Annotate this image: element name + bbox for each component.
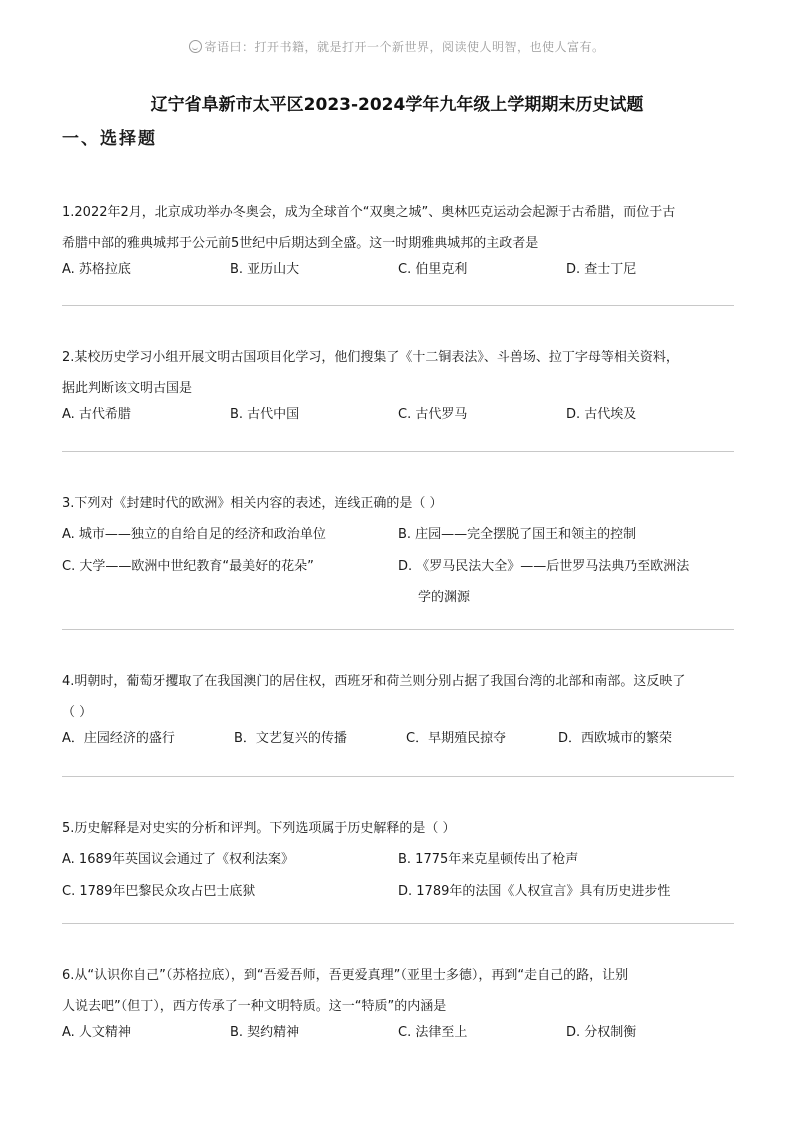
question-5-option-b[interactable]: B. 1775年来克星顿传出了枪声 (398, 852, 579, 867)
divider (62, 305, 734, 306)
divider (62, 776, 734, 777)
question-5-option-c[interactable]: C. 1789年巴黎民众攻占巴士底狱 (62, 884, 256, 899)
smile-icon (189, 40, 202, 53)
divider (62, 923, 734, 924)
question-6-option-d[interactable]: D. 分权制衡 (566, 1025, 637, 1040)
question-2-option-a[interactable]: A. 古代希腊 (62, 407, 131, 422)
question-6-option-c[interactable]: C. 法律至上 (398, 1025, 468, 1040)
question-4-option-b[interactable]: B．文艺复兴的传播 (234, 731, 347, 746)
question-3-option-b[interactable]: B. 庄园——完全摆脱了国王和领主的控制 (398, 527, 637, 542)
header-motto-text: 寄语曰：打开书籍，就是打开一个新世界，阅读使人明智，也使人富有。 (204, 40, 605, 54)
header-motto (0, 38, 794, 55)
question-2-line-1: 2.某校历史学习小组开展文明古国项目化学习，他们搜集了《十二铜表法》、斗兽场、拉丁字母等相关资料， (62, 350, 679, 365)
question-3-option-d[interactable] (398, 551, 728, 613)
question-1 (62, 197, 734, 281)
question-2-option-d[interactable]: D. 古代埃及 (566, 407, 637, 422)
question-3-option-a[interactable]: A. 城市——独立的自给自足的经济和政治单位 (62, 527, 326, 542)
divider (62, 629, 734, 630)
question-6-line-1: 6.从“认识你自己”（苏格拉底），到“吾爱吾师，吾更爱真理”（亚里士多德），再到“走自己的路，让别 (62, 968, 629, 983)
question-5 (62, 813, 734, 910)
question-1-line-1: 1.2022年2月，北京成功举办冬奥会，成为全球首个“双奥之城”、奥林匹克运动会起源于古希腊，而位于古 (62, 205, 676, 220)
question-5-option-d[interactable]: D. 1789年的法国《人权宣言》具有历史进步性 (398, 884, 671, 899)
divider (62, 451, 734, 452)
question-1-option-d[interactable]: D. 查士丁尼 (566, 262, 637, 277)
question-1-option-b[interactable]: B. 亚历山大 (230, 262, 300, 277)
question-6-option-b[interactable]: B. 契约精神 (230, 1025, 300, 1040)
question-3-option-d-line-2: 学的渊源 (418, 590, 471, 605)
page-title: 辽宁省阜新市太平区2023-2024学年九年级上学期期末历史试题 (150, 95, 644, 115)
question-2-option-c[interactable]: C. 古代罗马 (398, 407, 468, 422)
question-3-line-1: 3.下列对《封建时代的欧洲》相关内容的表述，连线正确的是（ ） (62, 496, 443, 511)
question-3-option-d-line-1: D. 《罗马民法大全》——后世罗马法典乃至欧洲法 (398, 559, 690, 574)
question-5-option-a[interactable]: A. 1689年英国议会通过了《权利法案》 (62, 852, 295, 867)
question-4-option-a[interactable]: A．庄园经济的盛行 (62, 731, 175, 746)
question-4 (62, 666, 734, 750)
section-title: 一、选择题 (62, 129, 157, 149)
question-5-line-1: 5.历史解释是对史实的分析和评判。下列选项属于历史解释的是（ ） (62, 821, 456, 836)
question-4-line-1: 4.明朝时，葡萄牙攫取了在我国澳门的居住权，西班牙和荷兰则分别占据了我国台湾的北部和南部。这反映了 (62, 674, 686, 689)
question-2 (62, 342, 734, 426)
question-4-option-c[interactable]: C．早期殖民掠夺 (406, 731, 507, 746)
question-1-option-a[interactable]: A. 苏格拉底 (62, 262, 131, 277)
question-2-option-b[interactable]: B. 古代中国 (230, 407, 300, 422)
question-6 (62, 960, 734, 1044)
question-2-line-2: 据此判断该文明古国是 (62, 381, 193, 396)
question-1-line-2: 希腊中部的雅典城邦于公元前5世纪中后期达到全盛。这一时期雅典城邦的主政者是 (62, 236, 539, 251)
question-4-line-2: （ ） (62, 705, 93, 720)
question-3 (62, 488, 734, 629)
question-6-line-2: 人说去吧”（但丁），西方传承了一种文明特质。这一“特质”的内涵是 (62, 999, 447, 1014)
question-4-option-d[interactable]: D．西欧城市的繁荣 (558, 731, 673, 746)
question-6-option-a[interactable]: A. 人文精神 (62, 1025, 131, 1040)
question-1-option-c[interactable]: C. 伯里克利 (398, 262, 468, 277)
question-3-option-c[interactable]: C. 大学——欧洲中世纪教育“最美好的花朵” (62, 559, 314, 574)
